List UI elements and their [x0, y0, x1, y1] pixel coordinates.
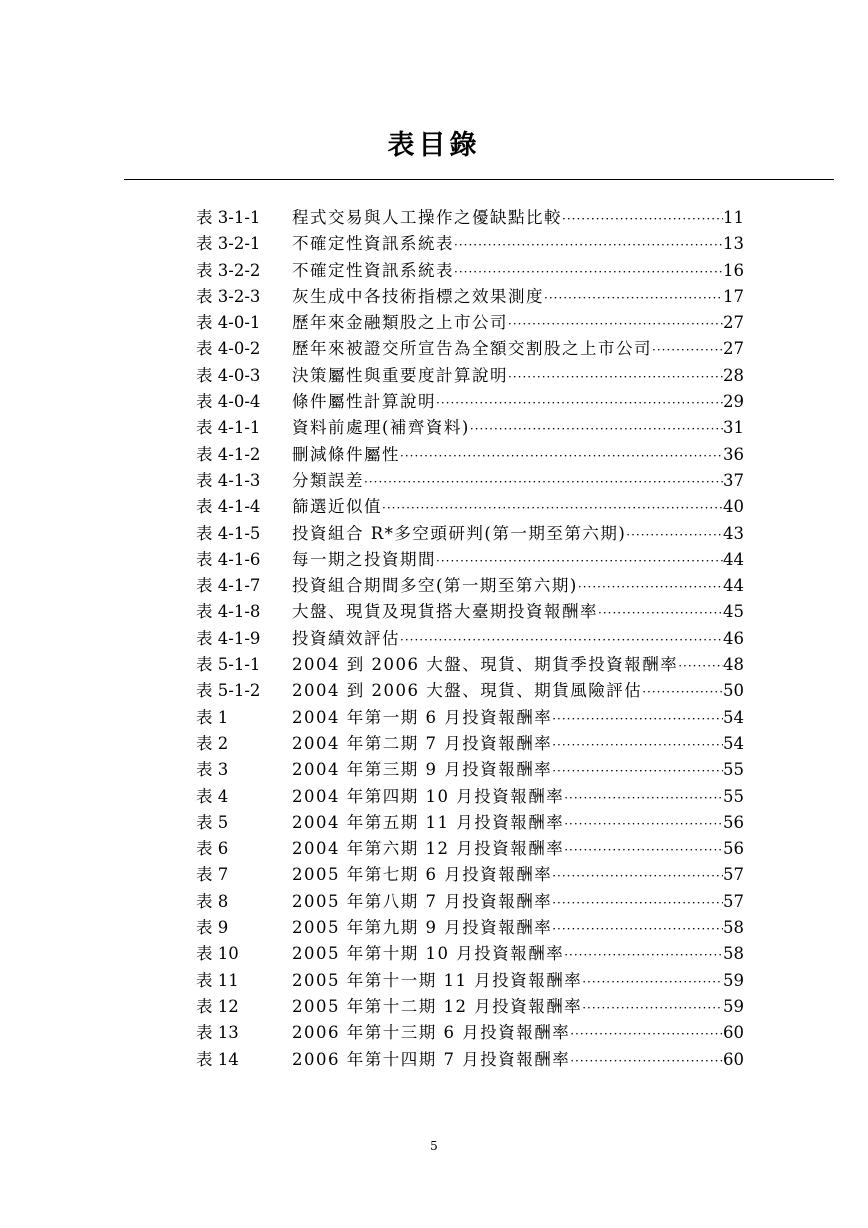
toc-entry[interactable] — [196, 468, 744, 494]
toc-entry-page: 57 — [723, 891, 744, 911]
toc-dot-leader — [454, 232, 723, 258]
toc-entry-label: 表 9 — [196, 918, 229, 938]
toc-entry-label: 表 5-1-1 — [196, 655, 261, 675]
toc-dot-leader — [642, 679, 723, 705]
toc-entry-label: 表 10 — [196, 944, 239, 964]
toc-entry-label: 表 4-1-8 — [196, 602, 261, 622]
toc-entry-label: 表 12 — [196, 996, 239, 1016]
toc-entry-label: 表 4-1-6 — [196, 549, 261, 569]
toc-dot-leader — [598, 600, 723, 626]
toc-entry-label: 表 3-1-1 — [196, 208, 261, 227]
toc-entry-title: 2006 年第十四期 7 月投資報酬率 — [292, 1049, 571, 1069]
toc-entry-label: 表 11 — [196, 970, 239, 990]
toc-entry-label: 表 3 — [196, 760, 229, 780]
toc-entry[interactable] — [196, 494, 744, 520]
toc-entry-page: 54 — [723, 733, 744, 753]
toc-entry-label: 表 4-1-2 — [196, 444, 261, 464]
toc-entry-label: 表 5 — [196, 812, 229, 832]
toc-entry[interactable] — [196, 258, 744, 284]
toc-entry-page: 37 — [723, 470, 744, 490]
toc-entry-label: 表 4-0-1 — [196, 313, 261, 333]
toc-entry-label: 表 4-1-3 — [196, 470, 261, 490]
toc-entry-label: 表 4-0-3 — [196, 365, 261, 385]
toc-entry-page: 29 — [723, 392, 744, 412]
toc-dot-leader — [436, 548, 723, 574]
toc-entry-page: 13 — [723, 234, 744, 254]
toc-dot-leader — [508, 311, 723, 337]
toc-entry[interactable] — [196, 968, 744, 994]
toc-entry-page: 56 — [723, 839, 744, 859]
toc-entry-page: 48 — [723, 655, 744, 675]
toc-entry-page: 55 — [723, 786, 744, 806]
toc-entry[interactable] — [196, 389, 744, 415]
toc-entry-label: 表 4-0-4 — [196, 392, 261, 412]
toc-dot-leader — [552, 706, 723, 732]
toc-entry-page: 28 — [723, 365, 744, 385]
toc-dot-leader — [364, 469, 723, 495]
toc-entry-title: 每一期之投資期間 — [292, 549, 436, 569]
toc-entry-page: 59 — [723, 996, 744, 1016]
toc-entry[interactable] — [196, 705, 744, 731]
toc-entry[interactable] — [196, 810, 744, 836]
toc-dot-leader — [570, 1048, 723, 1074]
toc-entry-title: 歷年來金融類股之上市公司 — [292, 313, 508, 333]
toc-dot-leader — [678, 653, 723, 679]
toc-entry-title: 不確定性資訊系統表 — [292, 234, 454, 254]
toc-dot-leader — [552, 916, 723, 942]
toc-dot-leader — [436, 390, 723, 416]
toc-dot-leader — [552, 890, 723, 916]
toc-entry[interactable] — [196, 310, 744, 336]
toc-entry-title: 2006 年第十三期 6 月投資報酬率 — [292, 1023, 571, 1043]
toc-entry-label: 表 4-1-9 — [196, 628, 261, 648]
toc-entry-title: 2005 年第十期 10 月投資報酬率 — [292, 944, 565, 964]
toc-entry-label: 表 3-2-3 — [196, 286, 261, 306]
toc-entry-label: 表 4-1-5 — [196, 523, 261, 543]
toc-entry[interactable] — [196, 862, 744, 888]
toc-entry-title: 投資組合期間多空(第一期至第六期) — [292, 576, 578, 596]
title-divider — [124, 179, 834, 180]
toc-entry[interactable] — [196, 336, 744, 362]
toc-entry-title: 不確定性資訊系統表 — [292, 260, 454, 280]
toc-entry[interactable] — [196, 915, 744, 941]
toc-entry-page: 60 — [723, 1049, 744, 1069]
toc-entry[interactable] — [196, 678, 744, 704]
toc-entry-page: 55 — [723, 760, 744, 780]
toc-dot-leader — [552, 732, 723, 758]
toc-entry[interactable] — [196, 284, 744, 310]
toc-entry[interactable] — [196, 731, 744, 757]
toc-entry-label: 表 1 — [196, 707, 229, 727]
toc-entry-label: 表 4 — [196, 786, 229, 806]
toc-entry-title: 程式交易與人工操作之優缺點比較 — [292, 208, 562, 227]
toc-entry-page: 44 — [723, 576, 744, 596]
toc-dot-leader — [562, 206, 723, 232]
toc-entry-title: 2005 年第九期 9 月投資報酬率 — [292, 918, 553, 938]
toc-entry-title: 2005 年第十二期 12 月投資報酬率 — [292, 996, 583, 1016]
toc-dot-leader — [552, 863, 723, 889]
toc-entry-label: 表 4-1-7 — [196, 576, 261, 596]
toc-entry-label: 表 13 — [196, 1023, 239, 1043]
toc-entry-title: 2005 年第八期 7 月投資報酬率 — [292, 891, 553, 911]
toc-entry-page: 36 — [723, 444, 744, 464]
toc-entry-page: 43 — [723, 523, 744, 543]
toc-entry[interactable] — [196, 1020, 744, 1046]
toc-entry-title: 灰生成中各技術指標之效果測度 — [292, 286, 544, 306]
toc-entry[interactable] — [196, 836, 744, 862]
toc-entry-title: 2004 年第五期 11 月投資報酬率 — [292, 812, 565, 832]
toc-entry-page: 50 — [723, 681, 744, 701]
toc-entry-label: 表 7 — [196, 865, 229, 885]
toc-entry-title: 資料前處理(補齊資料) — [292, 418, 470, 438]
toc-entry-title: 篩選近似值 — [292, 497, 382, 517]
toc-entry-title: 投資組合 R*多空頭研判(第一期至第六期) — [292, 523, 627, 543]
toc-entry-title: 2004 年第二期 7 月投資報酬率 — [292, 733, 553, 753]
toc-dot-leader — [508, 364, 723, 390]
table-of-contents-list — [196, 205, 744, 1073]
toc-entry-page: 27 — [723, 339, 744, 359]
toc-entry-title: 2004 年第一期 6 月投資報酬率 — [292, 707, 553, 727]
toc-dot-leader — [564, 785, 723, 811]
toc-entry-page: 58 — [723, 918, 744, 938]
toc-entry-label: 表 14 — [196, 1049, 239, 1069]
toc-entry[interactable] — [196, 521, 744, 547]
toc-entry-page: 11 — [723, 208, 744, 227]
toc-dot-leader — [470, 416, 723, 442]
toc-entry-title: 投資績效評估 — [292, 628, 400, 648]
toc-entry-page: 54 — [723, 707, 744, 727]
toc-dot-leader — [544, 285, 723, 311]
toc-entry[interactable] — [196, 205, 744, 231]
toc-dot-leader — [564, 811, 723, 837]
toc-entry-label: 表 4-1-1 — [196, 418, 261, 438]
toc-entry-page: 27 — [723, 313, 744, 333]
toc-dot-leader — [564, 837, 723, 863]
toc-entry-page: 46 — [723, 628, 744, 648]
toc-entry-label: 表 5-1-2 — [196, 681, 261, 701]
toc-entry-title: 條件屬性計算說明 — [292, 392, 436, 412]
toc-entry-title: 2005 年第十一期 11 月投資報酬率 — [292, 970, 583, 990]
toc-dot-leader — [382, 495, 723, 521]
page-title: 表目錄 — [387, 130, 481, 161]
toc-entry[interactable] — [196, 573, 744, 599]
toc-entry-title: 2005 年第七期 6 月投資報酬率 — [292, 865, 553, 885]
toc-dot-leader — [400, 627, 723, 653]
toc-entry-page: 17 — [723, 286, 744, 306]
toc-entry-page: 57 — [723, 865, 744, 885]
toc-dot-leader — [552, 758, 723, 784]
toc-entry[interactable] — [196, 442, 744, 468]
toc-entry-label: 表 6 — [196, 839, 229, 859]
toc-entry-page: 16 — [723, 260, 744, 280]
toc-entry-label: 表 3-2-2 — [196, 260, 261, 280]
page-number: 5 — [430, 1139, 438, 1153]
toc-entry-label: 表 8 — [196, 891, 229, 911]
toc-entry[interactable] — [196, 994, 744, 1020]
toc-entry-page: 60 — [723, 1023, 744, 1043]
toc-entry-title: 2004 年第三期 9 月投資報酬率 — [292, 760, 553, 780]
toc-entry-title: 分類誤差 — [292, 470, 364, 490]
toc-entry-page: 59 — [723, 970, 744, 990]
toc-entry-label: 表 2 — [196, 733, 229, 753]
toc-entry-label: 表 4-0-2 — [196, 339, 261, 359]
toc-entry-title: 大盤、現貨及現貨搭大臺期投資報酬率 — [292, 602, 598, 622]
toc-dot-leader — [582, 969, 723, 995]
toc-entry-page: 40 — [723, 497, 744, 517]
toc-entry[interactable] — [196, 1047, 744, 1073]
toc-dot-leader — [652, 337, 723, 363]
toc-entry[interactable] — [196, 784, 744, 810]
toc-entry-title: 2004 年第四期 10 月投資報酬率 — [292, 786, 565, 806]
toc-entry-page: 31 — [723, 418, 744, 438]
toc-entry-label: 表 4-1-4 — [196, 497, 261, 517]
toc-entry[interactable] — [196, 626, 744, 652]
toc-entry-page: 56 — [723, 812, 744, 832]
toc-dot-leader — [578, 574, 723, 600]
toc-entry[interactable] — [196, 757, 744, 783]
toc-entry-title: 決策屬性與重要度計算說明 — [292, 365, 508, 385]
toc-entry[interactable] — [196, 231, 744, 257]
toc-dot-leader — [582, 995, 723, 1021]
toc-entry-title: 2004 到 2006 大盤、現貨、期貨季投資報酬率 — [292, 655, 679, 675]
toc-entry-page: 44 — [723, 549, 744, 569]
toc-entry[interactable] — [196, 599, 744, 625]
toc-dot-leader — [626, 522, 723, 548]
toc-entry-page: 45 — [723, 602, 744, 622]
toc-entry-title: 刪減條件屬性 — [292, 444, 400, 464]
toc-dot-leader — [454, 259, 723, 285]
toc-entry-title: 2004 到 2006 大盤、現貨、期貨風險評估 — [292, 681, 643, 701]
toc-entry[interactable] — [196, 415, 744, 441]
toc-entry[interactable] — [196, 889, 744, 915]
toc-entry[interactable] — [196, 547, 744, 573]
toc-entry[interactable] — [196, 363, 744, 389]
toc-entry-title: 歷年來被證交所宣告為全額交割股之上市公司 — [292, 339, 652, 359]
toc-entry[interactable] — [196, 652, 744, 678]
toc-dot-leader — [570, 1021, 723, 1047]
toc-entry[interactable] — [196, 941, 744, 967]
toc-entry-title: 2004 年第六期 12 月投資報酬率 — [292, 839, 565, 859]
toc-entry-label: 表 3-2-1 — [196, 234, 261, 254]
toc-dot-leader — [400, 443, 723, 469]
toc-dot-leader — [564, 942, 723, 968]
toc-entry-page: 58 — [723, 944, 744, 964]
